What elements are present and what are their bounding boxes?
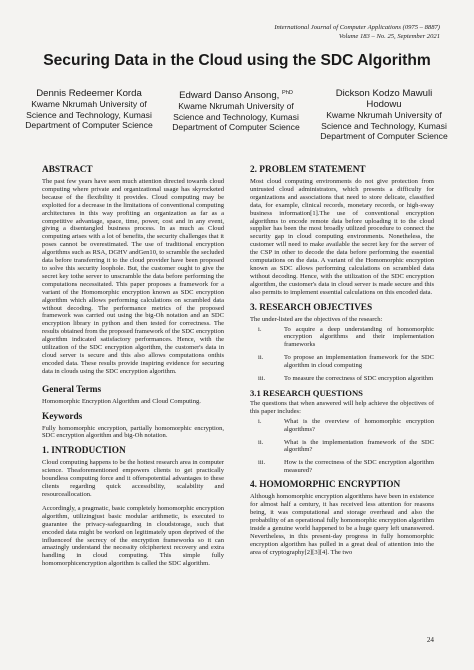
keywords-text: Fully homomorphic encryption, partially homomorphic encryption, SDC encryption algorithm and big-Oh notation. [42,424,224,440]
list-item-text: To acquire a deep understanding of homomorphic encryption algorithms and their implementation frameworks [284,325,434,349]
list-item-number: iii. [258,375,266,383]
author-affiliation: Department of Computer Science [172,122,300,133]
list-item-number: ii. [258,438,264,446]
author-name [166,88,306,101]
list-item-text: How is the correctness of the SDC encryption algorithm measured? [284,459,434,475]
problem-text: Most cloud computing environments do not give protection from untrusted cloud administrators, which presents a difficulty for organizations and associations that need to store delicate, classified data, for example, clinical records, monetary records, or high-sway business information[1].The use of conventional encryption algorithms to encode remote data before uploading it to the cloud supplier has been the most broadly utilized procedure to connect the security gap in cloud computing environments. Nonetheless, the customer will need to make available the secret key for the server of the CSP in other to decode the data before performing the essential computations on the data. A variant of the Homomorphic encryption known as SDC allows performing calculations on scrambled data without decoding. Hence, with the utilization of the SDC encryption algorithm, the customer's data in cloud server is made secure and this also permits to implement essential calculations on this encoded data. [250,178,434,296]
questions-intro: The questions that when answered will help achieve the objectives of this paper includes: [250,399,434,415]
general-terms-heading: General Terms [42,384,102,395]
paper-title: Securing Data in the Cloud using the SDC Algorithm [43,52,431,69]
keywords-heading: Keywords [42,411,83,422]
list-item [250,459,434,475]
introduction-heading: 1. INTRODUCTION [42,446,126,457]
author-affiliation: Kwame Nkrumah University of [178,101,294,112]
abstract-heading: ABSTRACT [42,165,93,175]
volume-line: Volume 183 – No. 25, September 2021 [338,32,440,40]
author-degree: PhD [282,90,293,96]
problem-heading: 2. PROBLEM STATEMENT [250,165,366,175]
introduction-para-2: Accordingly, a pragmatic, basic completely homomorphic encryption algorithm, utilizingjust basic modular arithmetic, is executed to guarantee the privacy-safeguarding in cloudstorage, such that encoded data might be worked on legitimately upon deprived of the influenceof the secrecy of the encryption frameworks so it can amazingly understand the necessity ofciphertext recovery and extra handling in cloud computing. This simple fully homomorphicencryption algorithm is called the SDC algorithm. [42,504,224,568]
author-name: Dennis Redeemer Korda [36,88,142,99]
list-item [250,418,434,434]
list-item [250,354,434,370]
objectives-heading: 3. RESEARCH OBJECTIVES [250,302,373,313]
author-block-3 [310,88,458,142]
author-affiliation: Department of Computer Science [25,120,153,131]
objectives-list [250,326,434,383]
abstract-text: The past few years have seen much attention directed towards cloud computing where private and organizational usage has skyrocketed because of the flexibility it provides. Cloud computing may be exploited for a decrease in the limitations of conventional computing architectures in this way profiting an organization as far as a competitive advantage, space, time, power, cost and in any event, giving a disentangled business process. In as much as Cloud computing arises with a lot of benefits, the security challenges that it poses cannot be overestimated. The use of traditional encryption algorithms such as RSA, DGHV andGen10, to scramble the secluded data before transferring it to the cloud provider have been proposed to solve this security loophole. But, the customer ought to give the secret key tothe server to unscramble the data before performing the computations necessitated. This paper proposes a framework for a variant of the Homomorphic encryption known as SDC encryption algorithm which allows performing calculations on scrambled data without decoding. The performance metrics of the proposed framework was carried out using the big-Oh notation and an SDC encryption library in python and then tested for correctness. The results obtained from the proposed framework of the SDC encryption algorithm indicated satisfactory performances. Hence, with the utilization of the SDC encryption algorithm, the customer's data in cloud server is secure and this also allows computations onthis encoded data. These results provide inspiring evidence for securing data in clouds using the SDC encryption algorithm. [42,178,224,375]
author-name-cont: Hodowu [366,99,402,110]
list-item [250,375,434,383]
list-item-text: To measure the correctness of SDC encryption algorithm [284,375,434,383]
list-item-number: iii. [258,459,266,467]
questions-heading: 3.1 RESEARCH QUESTIONS [250,387,363,398]
list-item-number: i. [258,417,262,425]
list-item-text: To propose an implementation framework for the SDC algorithm in cloud computing [284,354,434,370]
list-item-number: i. [258,325,262,333]
author-block-2 [166,88,306,133]
page-number: 24 [426,636,434,644]
journal-header [274,24,440,41]
author-affiliation: Science and Technology, Kumasi [173,111,299,122]
right-column [250,165,434,556]
questions-list [250,418,434,475]
homomorphic-heading: 4. HOMOMORPHIC ENCRYPTION [250,480,401,491]
author-name-text: Edward Danso Ansong, [179,90,280,102]
author-affiliation: Kwame Nkrumah University of [326,110,442,120]
author-block-1 [18,88,160,131]
objectives-intro: The under-listed are the objectives of the research: [250,315,383,323]
list-item-text: What is the overview of homomorphic encryption algorithms? [284,417,434,433]
list-item [250,326,434,350]
list-item-number: ii. [258,354,264,362]
author-name: Dickson Kodzo Mawuli [335,88,433,99]
author-affiliation: Science and Technology, Kumasi [26,109,152,120]
left-column [42,165,224,568]
author-affiliation: Kwame Nkrumah University of [31,99,147,109]
general-terms-text: Homomorphic Encryption Algorithm and Cloud Computing. [42,397,201,405]
list-item-text: What is the implementation framework of the SDC algorithm? [284,438,434,454]
author-affiliation: Department of Computer Science [320,131,448,142]
journal-line: International Journal of Computer Applications (0975 – 8887) [274,24,440,31]
list-item [250,439,434,455]
introduction-para-1: Cloud computing happens to be the hottest research area in computer science. Theaforementioned empowers clients to get practically boundless computing force and it offerspotential advantages to these clients regarding quick accessibility, scalability and resourceallocation. [42,459,224,498]
author-affiliation: Science and Technology, Kumasi [321,120,447,131]
homomorphic-text: Although homomorphic encryption algorithms have been in existence for almost half a century, it has received less attention for reasons being, it was computational and storage overhead and also the probability of an operational fully homomorphic encryption algorithm inside a genuine world happened to be a huge query left unanswered. Nevertheless, in this present-day progress in fully homomorphic encryption algorithm has pulled in a great deal of attention into the area of cryptography[2][3][4]. The two [250,493,434,556]
